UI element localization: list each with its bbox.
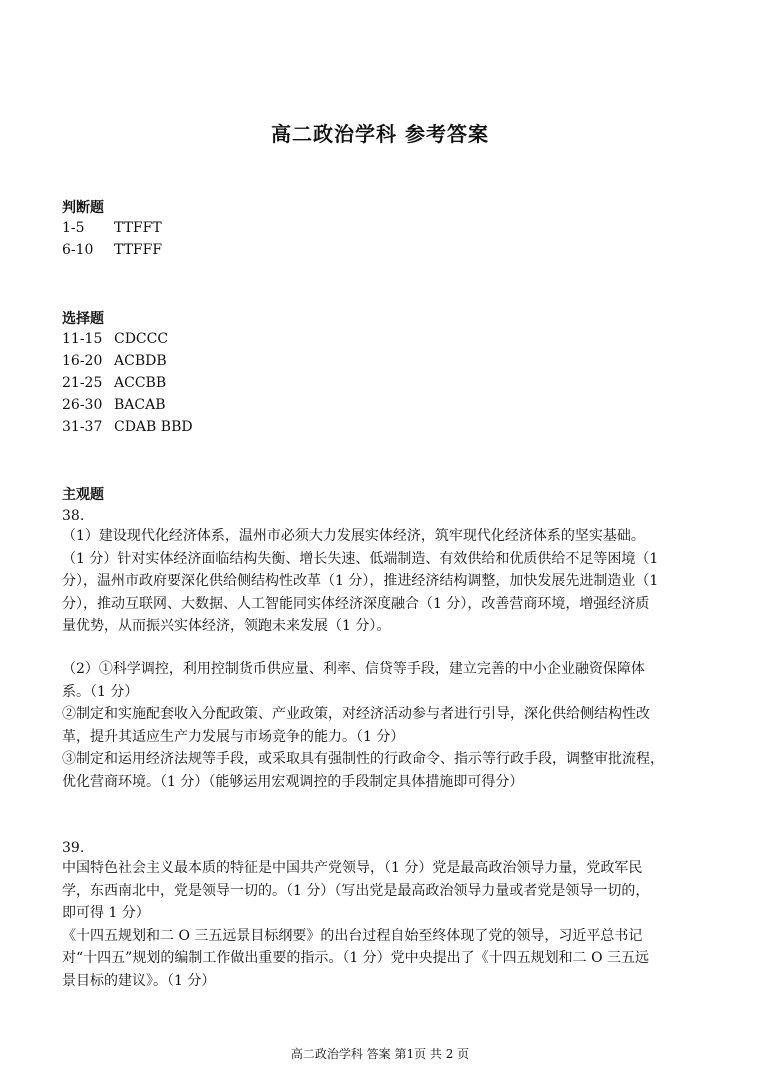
text-line: 对“十四五”规划的编制工作做出重要的指示。（1 分）党中央提出了《十四五规划和二 O 三五远 (62, 950, 650, 966)
answer-value: CDCCC (114, 331, 169, 347)
choice-row (62, 351, 167, 371)
q38-part1 (62, 525, 702, 638)
judge-heading: 判断题 (62, 200, 104, 216)
answer-range: 21-25 (62, 375, 103, 391)
text-line: （1 分）针对实体经济面临结构失衡、增长失速、低端制造、有效供给和优质供给不足等困境（1 (62, 550, 659, 567)
text-line: 即可得 1 分） (62, 905, 150, 921)
choice-row (62, 373, 166, 393)
page-footer: 高二政治学科 答案 第1页 共 2 页 (290, 1047, 470, 1061)
answer-range: 26-30 (62, 397, 103, 413)
choice-heading: 选择题 (62, 311, 104, 327)
text-line: （1）建设现代化经济体系，温州市必须大力发展实体经济，筑牢现代化经济体系的坚实基础。 (62, 528, 645, 544)
text-line: 《十四五规划和二 O 三五远景目标纲要》的出台过程自始至终体现了党的领导，习近平总书记 (62, 927, 643, 944)
answer-range: 11-15 (62, 331, 103, 347)
answer-value: ACCBB (114, 375, 167, 391)
text-line: 量优势，从而振兴实体经济，领跑未来发展（1 分）。 (62, 618, 391, 634)
text-line: 学，东西南北中，党是领导一切的。（1 分）（写出党是最高政治领导力量或者党是领导一切的， (62, 882, 650, 899)
subjective-heading: 主观题 (62, 487, 104, 503)
q39-answer (62, 857, 702, 992)
q38-part2 (62, 658, 702, 793)
answer-value: CDAB BBD (114, 419, 193, 435)
answer-value: TTFFF (114, 242, 163, 258)
answer-range: 16-20 (62, 353, 103, 369)
answer-range: 1-5 (62, 220, 85, 236)
text-line: 革，提升其适应生产力发展与市场竞争的能力。（1 分） (62, 728, 405, 745)
answer-value: TTFFT (114, 220, 162, 236)
text-line: ③制定和运用经济法规等手段，或采取具有强制性的行政命令、指示等行政手段，调整审批流程， (62, 751, 664, 767)
text-line: 分），推动互联网、大数据、人工智能同实体经济深度融合（1 分），改善营商环境，增强经济质 (62, 595, 650, 612)
choice-row (62, 329, 168, 349)
page-title: 高二政治学科 参考答案 (271, 122, 489, 146)
text-line: （2）①科学调控，利用控制货币供应量、利率、信贷等手段，建立完善的中小企业融资保障体 (62, 661, 645, 677)
question-number: 39. (62, 840, 85, 856)
answer-range: 6-10 (62, 242, 94, 258)
answer-value: ACBDB (114, 353, 167, 369)
answer-range: 31-37 (62, 419, 103, 435)
text-line: ②制定和实施配套收入分配政策、产业政策，对经济活动参与者进行引导，深化供给侧结构性改 (62, 706, 650, 722)
text-line: 系。（1 分） (62, 683, 139, 700)
text-line: 分），温州市政府要深化供给侧结构性改革（1 分），推进经济结构调整，加快发展先进制造业（1 (62, 573, 659, 589)
text-line: 优化营商环境。（1 分）（能够运用宏观调控的手段制定具体措施即可得分） (62, 773, 524, 790)
choice-row (62, 395, 166, 415)
answer-value: BACAB (114, 397, 166, 413)
question-number: 38. (62, 508, 85, 524)
judge-row (62, 218, 162, 238)
text-line: 景目标的建议》。（1 分） (62, 972, 216, 989)
choice-row (62, 417, 193, 437)
judge-row (62, 240, 162, 260)
text-line: 中国特色社会主义最本质的特征是中国共产党领导，（1 分）党是最高政治领导力量，党政军民 (62, 860, 643, 876)
